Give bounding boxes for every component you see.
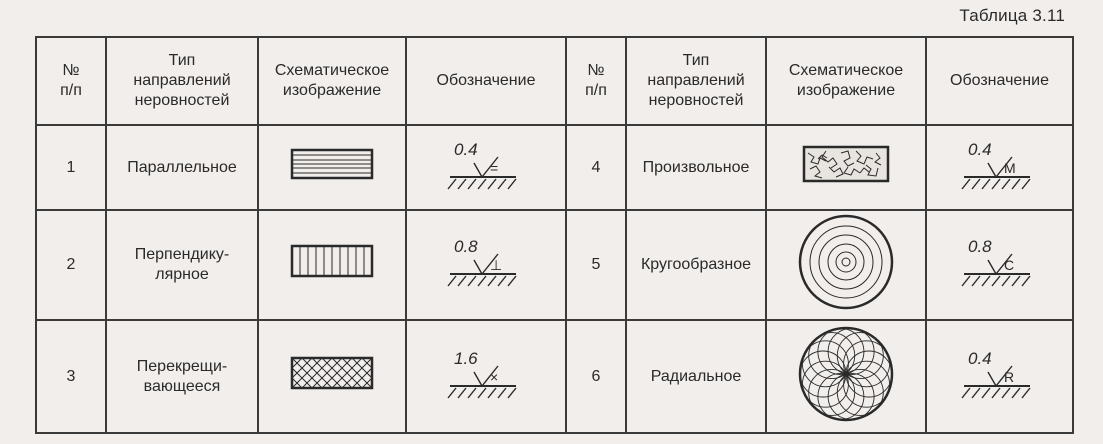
roughness-direction-table <box>35 36 1074 434</box>
schematic-cell <box>258 125 406 210</box>
direction-type: Перпендику- лярное <box>106 210 258 320</box>
header-type: Тип направлений неровностей <box>106 37 258 125</box>
row-num: 1 <box>36 125 106 210</box>
header-num: № п/п <box>566 37 626 125</box>
roughness-value: 0.4 <box>967 348 992 368</box>
header-num: № п/п <box>36 37 106 125</box>
direction-type: Произвольное <box>626 125 766 210</box>
roughness-value: 0.4 <box>454 139 478 159</box>
direction-sign: ⊥ <box>490 257 503 273</box>
schematic-cell <box>258 210 406 320</box>
roughness-symbol <box>960 232 1040 292</box>
designation-cell <box>406 320 566 433</box>
row-num: 4 <box>566 125 626 210</box>
roughness-symbol <box>960 344 1040 404</box>
row-num: 2 <box>36 210 106 320</box>
designation-cell <box>406 210 566 320</box>
schematic-cell <box>766 210 926 320</box>
table-row <box>36 210 1073 320</box>
direction-type: Кругообразное <box>626 210 766 320</box>
table-row <box>36 320 1073 433</box>
roughness-symbol <box>446 344 526 404</box>
row-num: 3 <box>36 320 106 433</box>
roughness-symbol <box>446 135 526 195</box>
random-pattern-schematic <box>796 143 896 187</box>
header-designation: Обозначение <box>406 37 566 125</box>
radial-pattern-schematic <box>796 324 896 424</box>
roughness-value: 0.8 <box>967 237 992 256</box>
designation-cell <box>926 125 1073 210</box>
header-schematic: Схематическое изображение <box>258 37 406 125</box>
schematic-cell <box>766 125 926 210</box>
designation-cell <box>926 320 1073 433</box>
roughness-value: 1.6 <box>454 348 478 368</box>
schematic-cell <box>258 320 406 433</box>
roughness-symbol <box>446 232 526 292</box>
header-type: Тип направлений неровностей <box>626 37 766 125</box>
header-designation: Обозначение <box>926 37 1073 125</box>
schematic-cell <box>766 320 926 433</box>
row-num: 5 <box>566 210 626 320</box>
perpendicular-lines-schematic <box>282 240 382 284</box>
table-caption: Таблица 3.11 <box>959 6 1065 25</box>
direction-sign: M <box>1003 159 1016 176</box>
direction-type: Радиальное <box>626 320 766 433</box>
row-num: 6 <box>566 320 626 433</box>
table-row <box>36 125 1073 210</box>
parallel-lines-schematic <box>282 145 382 185</box>
designation-cell <box>926 210 1073 320</box>
direction-sign: C <box>1003 257 1014 273</box>
roughness-value: 0.8 <box>454 237 478 256</box>
crossed-lines-schematic <box>282 352 382 396</box>
roughness-value: 0.4 <box>967 139 992 159</box>
direction-sign: R <box>1003 368 1014 385</box>
circular-pattern-schematic <box>796 212 896 312</box>
direction-sign: × <box>490 368 499 385</box>
header-schematic: Схематическое изображение <box>766 37 926 125</box>
roughness-symbol <box>960 135 1040 195</box>
direction-sign: = <box>490 159 499 176</box>
direction-type: Параллельное <box>106 125 258 210</box>
header-row <box>36 37 1073 125</box>
direction-type: Перекрещи- вающееся <box>106 320 258 433</box>
designation-cell <box>406 125 566 210</box>
